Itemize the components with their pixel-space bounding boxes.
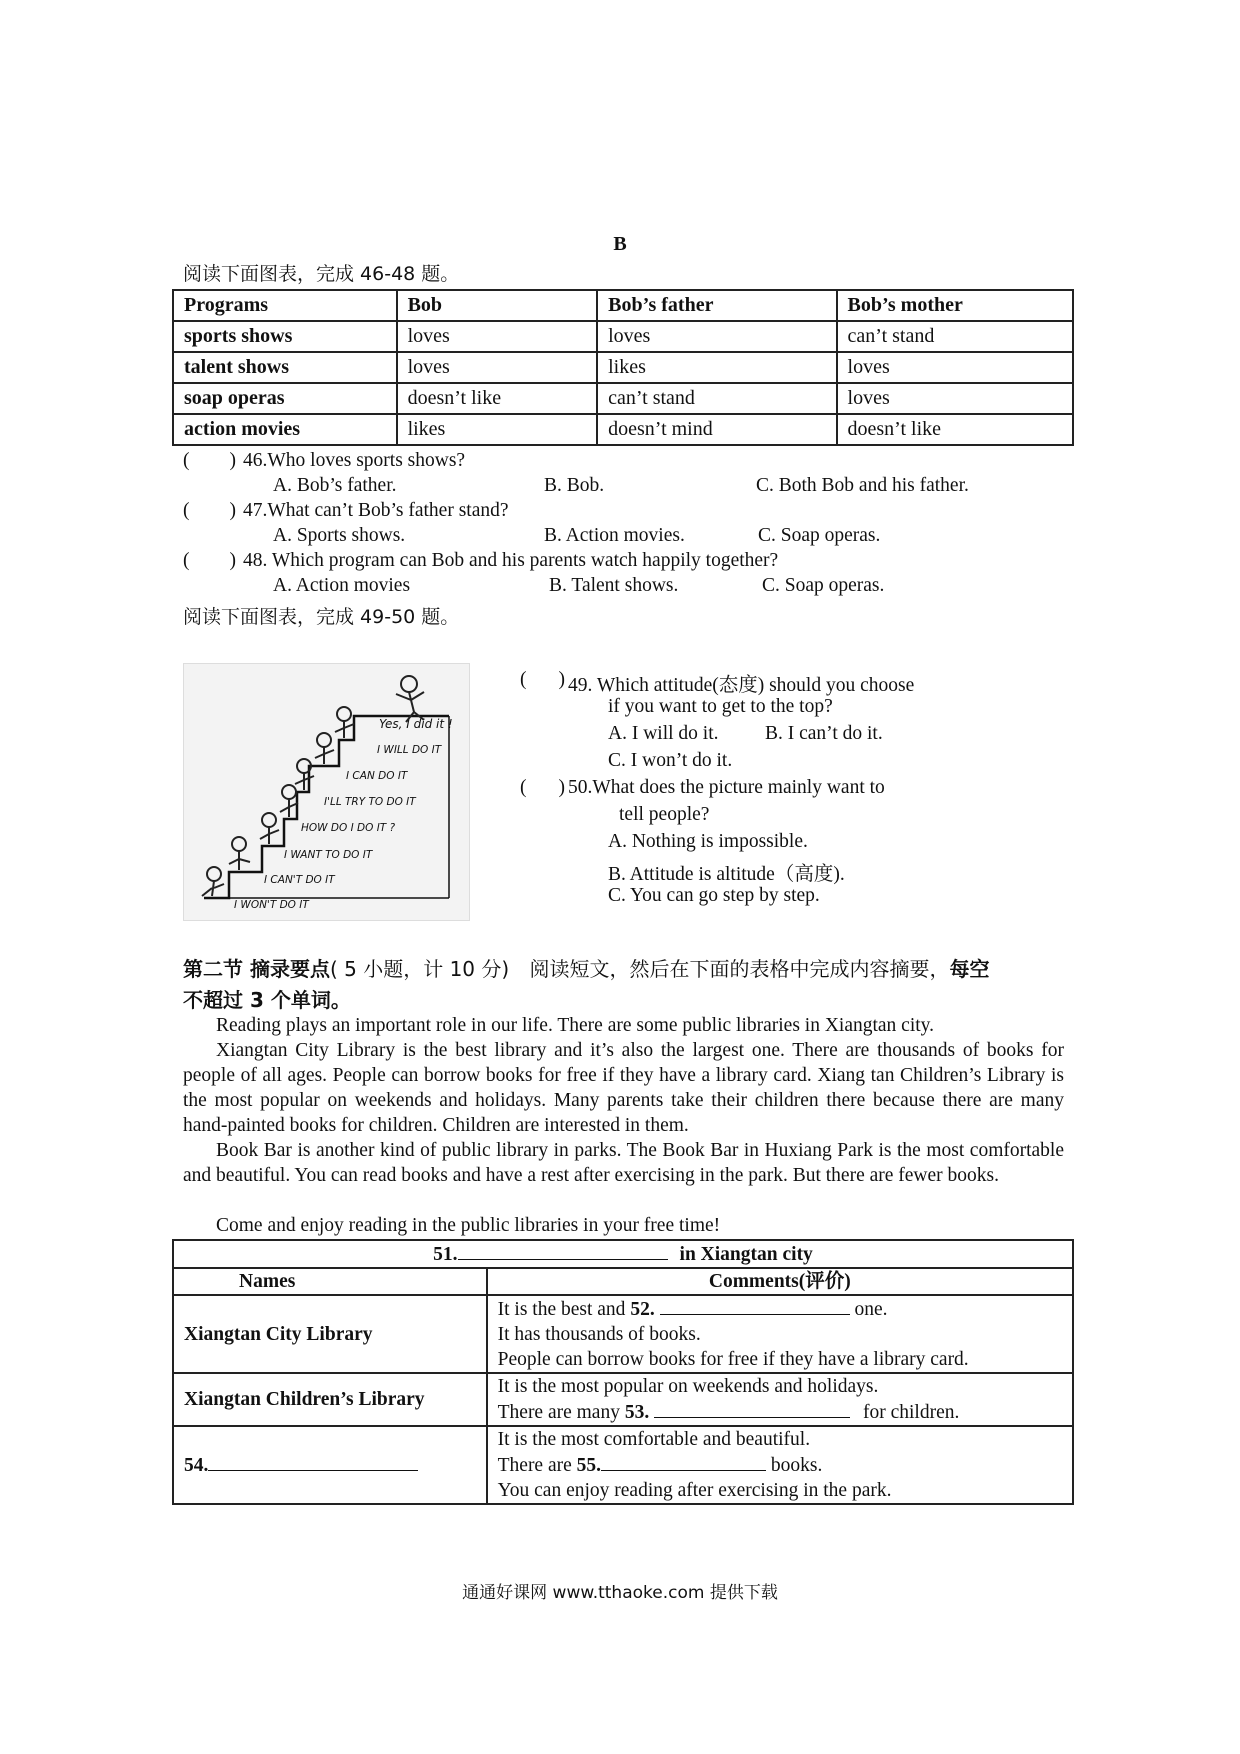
q46-paren[interactable]: ( ) (183, 450, 236, 471)
table-cell: loves (397, 352, 598, 383)
passage-paragraph-4: Come and enjoy reading in the public libraries in your free time! (216, 1215, 721, 1236)
q48-paren[interactable]: ( ) (183, 550, 236, 571)
q47-stem: 47.What can’t Bob’s father stand? (243, 500, 509, 521)
summary-header-row (173, 1268, 1073, 1295)
table-header: Bob’s father (597, 290, 836, 321)
section2-rule-line2: 不超过 3 个单词。 (183, 988, 351, 1012)
table-row (173, 414, 1073, 445)
table-row (173, 1426, 1073, 1504)
staircase-drawing (184, 664, 469, 920)
summary-title-row (173, 1240, 1073, 1268)
q49-paren[interactable]: ( ) (520, 669, 565, 690)
library-comments: It is the most comfortable and beautiful. There are 55. books. You can enjoy reading after exercising in the park. (487, 1426, 1073, 1504)
table-cell: sports shows (173, 321, 397, 352)
library-comments: It is the most popular on weekends and holidays. There are many 53. for children. (487, 1373, 1073, 1426)
blank-53[interactable] (654, 1399, 850, 1418)
instruction-46-48: 阅读下面图表，完成 46-48 题。 (183, 263, 460, 285)
passage-paragraph-3: Book Bar is another kind of public library in parks. The Book Bar in Huxiang Park is the most comfortable and beautiful. You can read books and have a rest after exercising in the park. But there are fewer books. (183, 1140, 1064, 1186)
table-cell: likes (397, 414, 598, 445)
stair-label: I CAN DO IT (346, 770, 408, 782)
table-row (173, 383, 1073, 414)
table-cell: doesn’t like (837, 414, 1073, 445)
q50-stem: 50.What does the picture mainly want to (568, 777, 885, 798)
blank-52[interactable] (660, 1296, 850, 1315)
section-heading: B (613, 233, 627, 255)
q49-option-b[interactable]: B. I can’t do it. (765, 723, 883, 744)
section2-heading (183, 953, 1064, 982)
attitude-staircase-image (183, 663, 470, 921)
q46-option-b[interactable]: B. Bob. (544, 475, 605, 496)
table-cell: loves (837, 352, 1073, 383)
q48-stem: 48. Which program can Bob and his parents watch happily together? (243, 550, 779, 571)
table-header: Bob’s mother (837, 290, 1073, 321)
stair-label: I WANT TO DO IT (284, 849, 373, 861)
table-cell: can’t stand (837, 321, 1073, 352)
library-name: Xiangtan City Library (173, 1295, 487, 1373)
stair-label: I WON'T DO IT (234, 899, 309, 911)
library-name: 54. (173, 1426, 487, 1504)
blank-55[interactable] (601, 1452, 766, 1471)
table-cell: loves (397, 321, 598, 352)
table-header: Bob (397, 290, 598, 321)
table-cell: doesn’t mind (597, 414, 836, 445)
table-cell: doesn’t like (397, 383, 598, 414)
section2-instruction: 阅读短文，然后在下面的表格中完成内容摘要， (529, 957, 950, 981)
q49-option-c[interactable]: C. I won’t do it. (608, 750, 733, 771)
q49-stem: 49. Which attitude(态度) should you choose (568, 675, 915, 696)
table-cell: loves (597, 321, 836, 352)
blank-54[interactable] (208, 1452, 418, 1471)
q46-option-a[interactable]: A. Bob’s father. (273, 475, 397, 496)
passage-paragraph-2: Xiangtan City Library is the best library and it’s also the largest one. There are thousands of books for people of all ages. People can borrow books for free if they have a library card. Xiang tan Children’s Library is the most popular on weekends and holidays. Many parents take their children there because there are many hand-painted books for children. Children are interested in them. (183, 1040, 1064, 1136)
table-header: Programs (173, 290, 397, 321)
table-cell: loves (837, 383, 1073, 414)
footer: 通通好课网 www.tthaoke.com 提供下载 (462, 1583, 778, 1603)
table-cell: can’t stand (597, 383, 836, 414)
stair-label: I WILL DO IT (377, 744, 442, 756)
table-row (173, 321, 1073, 352)
blank-51[interactable] (458, 1241, 668, 1260)
col-header-names: Names (173, 1268, 487, 1295)
table-row (173, 1373, 1073, 1426)
q47-option-a[interactable]: A. Sports shows. (273, 525, 406, 546)
summary-table (172, 1239, 1074, 1505)
q50-option-b[interactable]: B. Attitude is altitude（高度). (608, 864, 845, 885)
q50-stem-line2: tell people? (619, 804, 710, 825)
stair-label: I'LL TRY TO DO IT (324, 796, 416, 808)
table-cell: action movies (173, 414, 397, 445)
q47-paren[interactable]: ( ) (183, 500, 236, 521)
table-row (173, 1295, 1073, 1373)
q47-option-b[interactable]: B. Action movies. (544, 525, 685, 546)
stair-label: HOW DO I DO IT ? (301, 822, 396, 834)
table-cell: talent shows (173, 352, 397, 383)
q50-paren[interactable]: ( ) (520, 777, 565, 798)
programs-table (172, 289, 1074, 446)
q46-stem: 46.Who loves sports shows? (243, 450, 466, 471)
table-header-row (173, 290, 1073, 321)
q48-option-a[interactable]: A. Action movies (273, 575, 411, 596)
col-header-comments: Comments(评价) (487, 1268, 1073, 1295)
stair-label: Yes, I did it ! (379, 717, 453, 731)
table-cell: likes (597, 352, 836, 383)
q49-option-a[interactable]: A. I will do it. (608, 723, 719, 744)
q50-option-a[interactable]: A. Nothing is impossible. (608, 831, 808, 852)
passage-paragraph-1: Reading plays an important role in our life. There are some public libraries in Xiangtan city. (216, 1015, 935, 1036)
library-comments: It is the best and 52. one. It has thousands of books. People can borrow books for free if they have a library card. (487, 1295, 1073, 1373)
table-row (173, 352, 1073, 383)
instruction-49-50: 阅读下面图表，完成 49-50 题。 (183, 606, 460, 628)
summary-title: 51. in Xiangtan city (173, 1240, 1073, 1268)
library-name: Xiangtan Children’s Library (173, 1373, 487, 1426)
section2-title: 第二节 摘录要点 (183, 957, 330, 981)
q47-option-c[interactable]: C. Soap operas. (758, 525, 881, 546)
q50-option-c[interactable]: C. You can go step by step. (608, 885, 820, 906)
section2-score: ( 5 小题，计 10 分) (329, 957, 510, 981)
table-cell: soap operas (173, 383, 397, 414)
q49-stem-line2: if you want to get to the top? (608, 696, 833, 717)
q46-option-c[interactable]: C. Both Bob and his father. (756, 475, 969, 496)
section2-rule: 每空 (949, 957, 990, 981)
stair-label: I CAN'T DO IT (264, 874, 335, 886)
q48-option-c[interactable]: C. Soap operas. (762, 575, 885, 596)
q48-option-b[interactable]: B. Talent shows. (549, 575, 679, 596)
